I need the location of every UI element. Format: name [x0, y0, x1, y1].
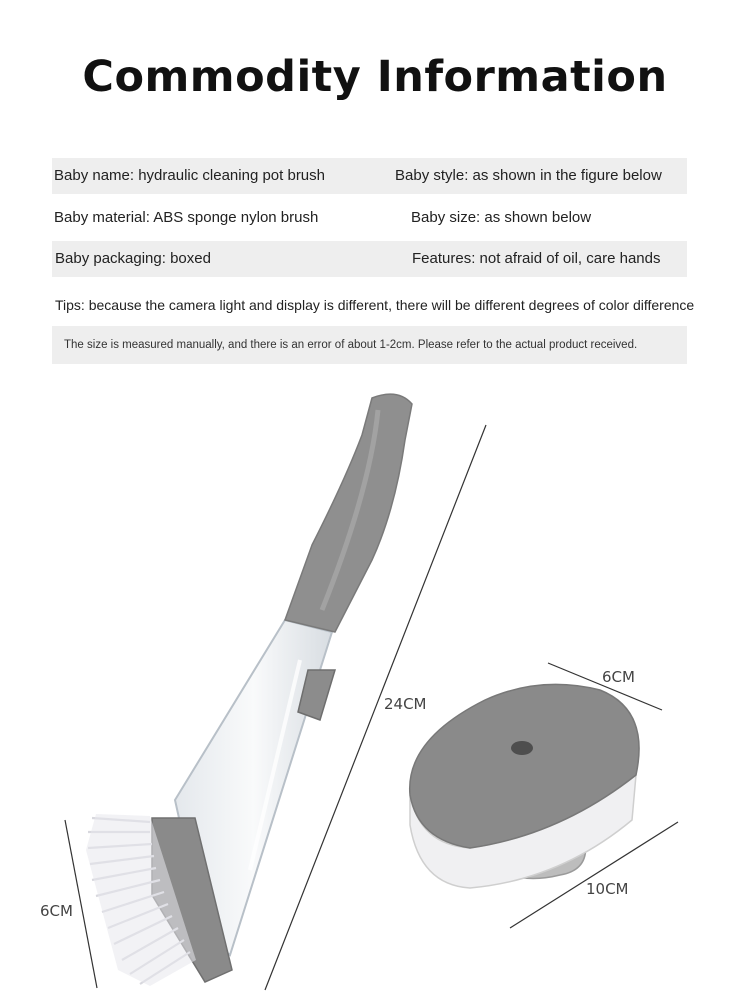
measurement-note: [52, 326, 687, 364]
tips-text: Tips: because the camera light and display is different, there will be different degrees of color difference: [55, 297, 695, 313]
baby-material: Baby material: ABS sponge nylon brush: [54, 209, 319, 226]
baby-size: Baby size: as shown below: [411, 209, 592, 226]
baby-style: Baby style: as shown in the figure below: [395, 167, 662, 184]
sponge-length-label: 10CM: [586, 880, 629, 898]
baby-packaging: Baby packaging: boxed: [55, 250, 211, 267]
product-illustration: [0, 370, 750, 1002]
sponge-hole: [511, 741, 533, 755]
sponge-width-label: 6CM: [602, 668, 635, 686]
sponge-image: [410, 684, 639, 888]
measurement-note-text: The size is measured manually, and there is an error of about 1-2cm. Please refer to the actual product received.: [64, 339, 638, 351]
dish-brush-image: [86, 394, 412, 986]
features: Features: not afraid of oil, care hands: [412, 250, 661, 267]
info-row-material-size: [52, 200, 687, 236]
info-row-packaging-features: [52, 241, 687, 277]
brush-head-width-label: 6CM: [40, 902, 73, 920]
info-row-name-style: [52, 158, 687, 194]
baby-name: Baby name: hydraulic cleaning pot brush: [54, 167, 325, 184]
brush-handle: [285, 394, 412, 632]
page-title: Commodity Information: [82, 52, 668, 102]
brush-length-label: 24CM: [384, 695, 427, 713]
